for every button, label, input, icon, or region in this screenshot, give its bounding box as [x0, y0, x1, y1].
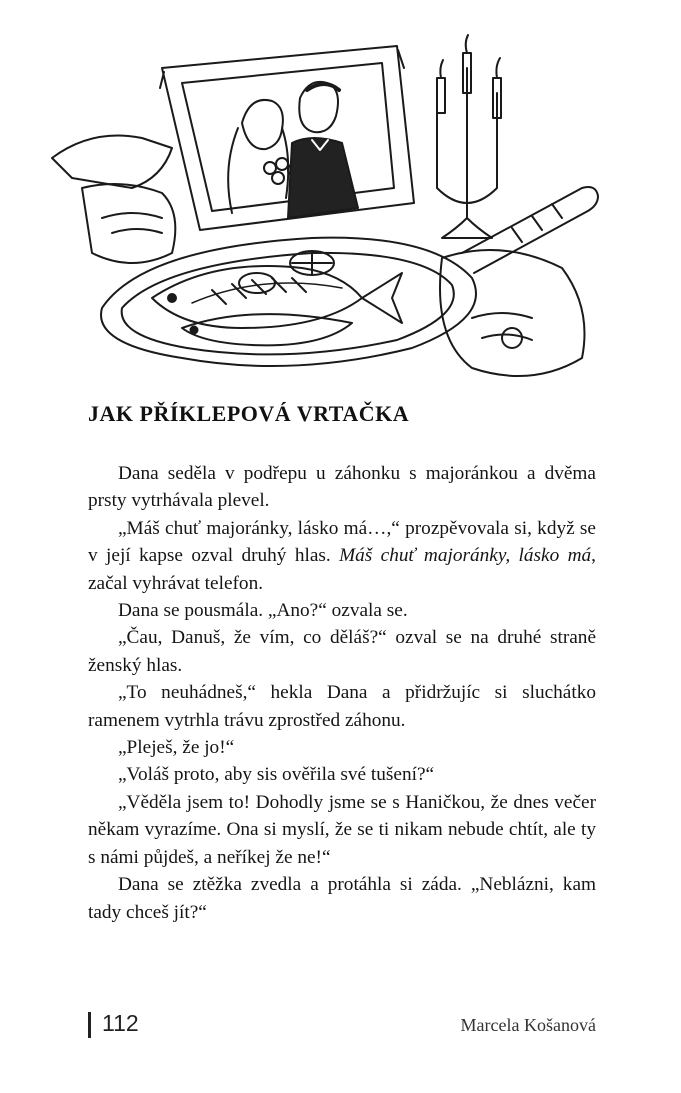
italic-text: Máš chuť majoránky, lásko má: [339, 545, 592, 567]
text-run: „Věděla jsem to! Dohodly jsme se s Haničkou, že dnes večer někam vyrazíme. Ona si myslí, že se ti nikam nebude chtít, ale ty s námi půjdeš, a neříkej že ne!“: [88, 791, 596, 868]
page-number: 112: [102, 1010, 139, 1036]
author-name: Marcela Košanová: [460, 1015, 596, 1035]
page-footer: [88, 1010, 596, 1040]
text-run: „Voláš proto, aby sis ověřila své tušení?“: [118, 764, 435, 786]
paragraph: [88, 624, 596, 679]
text-run: Dana seděla v podřepu u záhonku s majoránkou a dvěma prsty vytrhávala plevel.: [88, 463, 596, 512]
page-bar-divider: [88, 1012, 91, 1038]
body-text: [88, 460, 596, 926]
still-life-drawing-icon: [42, 28, 622, 390]
text-run: „Pleješ, že jo!“: [118, 737, 235, 759]
paragraph: [88, 734, 596, 761]
paragraph: [88, 515, 596, 597]
text-run: Dana se pousmála. „Ano?“ ozvala se.: [118, 600, 408, 622]
text-run: „Máš chuť majoránky, lásko má…,“ prozpěvovala si, když se v její kapse ozval druhý hlas.: [88, 517, 596, 567]
paragraph: [88, 597, 596, 624]
chapter-title: JAK PŘÍKLEPOVÁ VRTAČKA: [88, 401, 410, 426]
text-run: Dana se ztěžka zvedla a protáhla si záda. „Neblázni, kam tady chceš jít?“: [88, 874, 596, 923]
paragraph: [88, 761, 596, 788]
paragraph: [88, 789, 596, 871]
paragraph: [88, 871, 596, 926]
text-run: , začal vyhrávat telefon.: [88, 545, 596, 594]
text-run: „To neuhádneš,“ hekla Dana a přidržujíc si sluchátko ramenem vytrhla trávu zprostřed záhonu.: [88, 682, 596, 731]
paragraph: [88, 679, 596, 734]
text-run: „Čau, Danuš, že vím, co děláš?“ ozval se na druhé straně ženský hlas.: [88, 627, 596, 676]
paragraph: [88, 460, 596, 515]
